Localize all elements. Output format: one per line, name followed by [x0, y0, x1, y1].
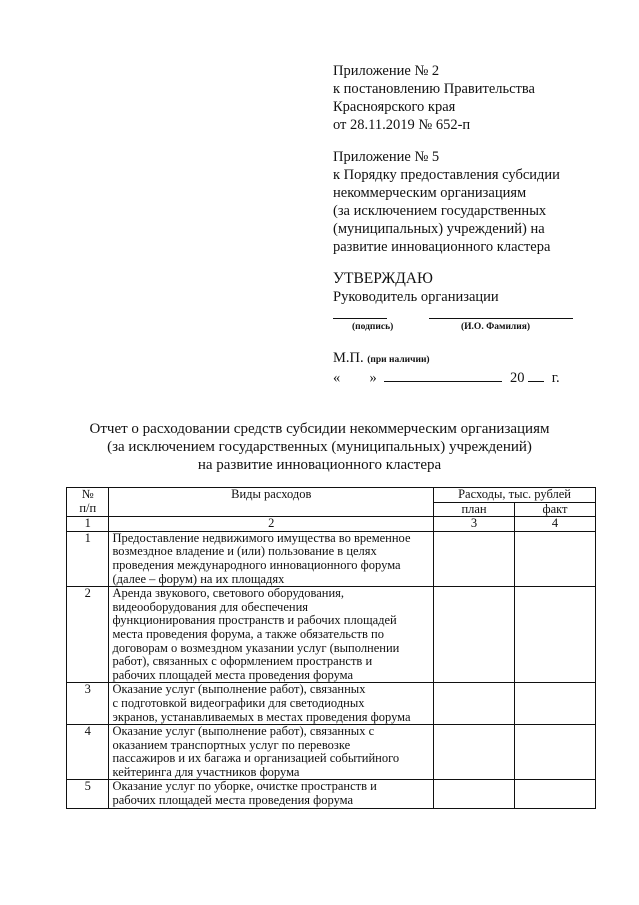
seal-note: (при наличии)	[367, 355, 430, 365]
row-fact-cell	[515, 780, 596, 808]
header-plan: план	[434, 502, 515, 517]
row-description-line: кейтеринга для участников форума	[112, 764, 300, 779]
appendix-2-date: от 28.11.2019 № 652-п	[333, 117, 471, 133]
header-expense-kind: Виды расходов	[109, 488, 434, 517]
row-description-line: видеооборудования для обеспечения	[112, 599, 309, 614]
row-description-line: оказанием транспортных услуг по перевозке	[112, 737, 351, 752]
row-fact-cell	[515, 683, 596, 725]
appendix-2-line: Красноярского края	[333, 99, 456, 115]
row-description-line: Предоставление недвижимого имущества во временное	[112, 530, 411, 545]
report-title-line: Отчет о расходовании средств субсидии некоммерческим организациям	[89, 421, 550, 437]
date-year-suffix: г.	[551, 370, 560, 386]
row-number: 4	[67, 725, 109, 780]
row-plan-cell	[434, 683, 515, 725]
row-description-line: Оказание услуг (выполнение работ), связанных с	[112, 724, 375, 739]
header-number	[67, 488, 109, 517]
appendix-5-line: (за исключением государственных	[333, 203, 547, 219]
date-open-quote: «	[333, 370, 341, 386]
row-plan-cell	[434, 587, 515, 683]
date-year-prefix: 20	[510, 370, 525, 386]
row-description-line: Аренда звукового, светового оборудования,	[112, 586, 345, 601]
row-fact-cell	[515, 725, 596, 780]
report-title-line: (за исключением государственных (муниципальных) учреждений)	[107, 439, 532, 455]
row-description-line: Оказание услуг по уборке, очистке пространств и	[112, 779, 377, 794]
seal-label: М.П.	[333, 350, 364, 366]
appendix-5-line: развитие инновационного кластера	[333, 239, 551, 255]
table-row	[67, 725, 596, 780]
header-expenses: Расходы, тыс. рублей	[434, 488, 596, 503]
appendix-5-header	[333, 148, 560, 256]
row-description	[109, 531, 434, 586]
table-row	[67, 531, 596, 586]
row-description-line: возмездное владение и (или) пользование в целях	[112, 544, 377, 559]
row-plan-cell	[434, 725, 515, 780]
approval-date-line	[333, 369, 560, 387]
row-description-line: места проведения форума, а также обязательств по	[112, 626, 384, 641]
date-month-line	[384, 369, 502, 382]
row-description-line: работ), связанных с оформлением пространств и	[112, 654, 373, 669]
row-fact-cell	[515, 587, 596, 683]
report-title-line: на развитие инновационного кластера	[197, 457, 442, 473]
header-fact: факт	[515, 502, 596, 517]
row-number: 2	[67, 587, 109, 683]
row-description-line: экранов, устанавливаемых в местах проведения форума	[112, 709, 411, 724]
column-number: 1	[67, 517, 109, 532]
row-number: 5	[67, 780, 109, 808]
appendix-5-line: некоммерческим организациям	[333, 185, 527, 201]
signature-caption: (подпись)	[352, 322, 394, 332]
row-number: 1	[67, 531, 109, 586]
column-number: 2	[109, 517, 434, 532]
signature-line	[333, 318, 387, 319]
row-description-line: Оказание услуг (выполнение работ), связанных	[112, 682, 366, 697]
appendix-2-line: к постановлению Правительства	[333, 81, 535, 97]
row-description	[109, 725, 434, 780]
row-description-line: функционирования пространств и рабочих площадей	[112, 613, 397, 628]
row-description-line: (далее – форум) на их площадях	[112, 571, 285, 586]
header-number-symbol: №	[81, 487, 94, 501]
table-header-row	[67, 488, 596, 503]
name-caption: (И.О. Фамилия)	[461, 322, 531, 332]
appendix-5-title: Приложение № 5	[333, 149, 440, 165]
row-description-line: пассажиров и их багажа и организацией событийного	[112, 751, 400, 766]
row-plan-cell	[434, 780, 515, 808]
row-description-line: рабочих площадей места проведения форума	[112, 667, 354, 682]
column-number: 4	[515, 517, 596, 532]
appendix-5-line: (муниципальных) учреждений) на	[333, 221, 545, 237]
row-plan-cell	[434, 531, 515, 586]
report-title	[0, 420, 639, 474]
row-description-line: договорам о возмездном указании услуг (выполнении	[112, 640, 400, 655]
appendix-2-header	[333, 62, 535, 134]
row-description-line: проведения международного инновационного форума	[112, 557, 401, 572]
column-number-row	[67, 517, 596, 532]
seal-line	[333, 350, 430, 367]
expenses-table	[66, 487, 596, 809]
row-description	[109, 587, 434, 683]
approval-title: УТВЕРЖДАЮ	[333, 270, 433, 287]
table-row	[67, 780, 596, 808]
row-description-line: рабочих площадей места проведения форума	[112, 793, 354, 808]
table-row	[67, 683, 596, 725]
table-row	[67, 587, 596, 683]
row-number: 3	[67, 683, 109, 725]
row-description	[109, 683, 434, 725]
row-fact-cell	[515, 531, 596, 586]
column-number: 3	[434, 517, 515, 532]
row-description-line: с подготовкой видеографики для светодиодных	[112, 695, 365, 710]
date-close-quote: »	[369, 370, 377, 386]
name-line	[429, 318, 573, 319]
approval-block	[333, 270, 499, 306]
approval-role: Руководитель организации	[333, 289, 499, 305]
header-number-abbr: п/п	[79, 500, 97, 515]
appendix-2-title: Приложение № 2	[333, 63, 440, 79]
row-description	[109, 780, 434, 808]
appendix-5-line: к Порядку предоставления субсидии	[333, 167, 560, 183]
date-year-line	[528, 369, 544, 382]
